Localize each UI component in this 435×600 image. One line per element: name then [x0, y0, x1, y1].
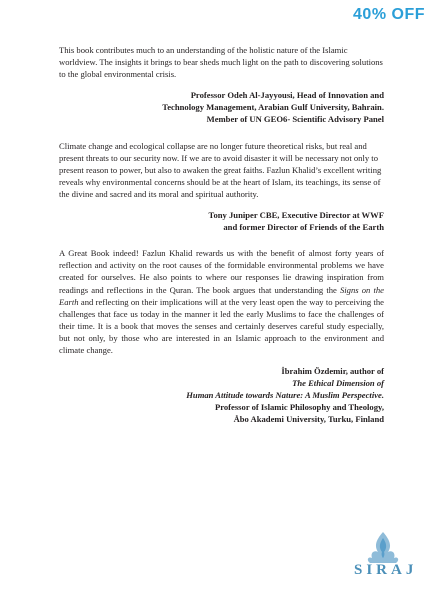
attribution-line: Member of UN GEO6- Scientific Advisory Panel	[206, 114, 384, 125]
attribution-line: Professor of Islamic Philosophy and Theology,	[214, 402, 384, 413]
book-phrase-italic: Signs on the Earth	[59, 284, 384, 307]
endorsement-attribution-3	[59, 365, 384, 425]
attribution-line: Technology Management, Arabian Gulf University, Bahrain.	[162, 102, 384, 113]
endorsement-attribution-2	[59, 209, 384, 233]
attribution-line	[59, 389, 384, 401]
book-title-italic: The Ethical Dimension of	[292, 378, 384, 389]
attribution-line: and former Director of Friends of the Earth	[223, 222, 384, 233]
attribution-line: Tony Juniper CBE, Executive Director at WWF	[208, 210, 384, 221]
publisher-logo-text: SIRAJ	[354, 562, 418, 578]
discount-badge: 40% OFF	[353, 6, 425, 23]
attribution-line: Professor Odeh Al-Jayyousi, Head of Innovation and	[190, 90, 384, 101]
attribution-line: Åbo Akademi University, Turku, Finland	[233, 414, 384, 425]
author-name: İbrahim Özdemir, author of	[281, 366, 384, 377]
endorsement-text-3	[59, 247, 384, 356]
book-title-italic: Human Attitude towards Nature: A Muslim Perspective.	[186, 390, 384, 401]
endorsement-text-3-part1: A Great Book indeed! Fazlun Khalid rewards us with the benefit of almost forty years of reflection and activity on the root causes of the formidable environmental problems we have created for ourselves. He also points to where our responses lie drawing inspiration from readings and reflections in the Quran. The book argues that understanding the	[59, 248, 384, 295]
endorsement-text-3-part2: and reflecting on their implications will at the very least open the way to perceiving the challenges that face us today in the manner it led the early Muslims to face the challenges of their time. It is a book that moves the senses and certainly deserves careful study especially, but not only, by those who are interested in an Islamic approach to the environment and climate change.	[59, 296, 384, 355]
endorsements-page	[59, 44, 384, 426]
attribution-line	[59, 365, 384, 389]
endorsement-text-2: Climate change and ecological collapse are no longer future theoretical risks, but real and present threats to our security now. If we are to avoid disaster it will be necessary not only to present reason to power, but also to awaken the great faiths. Fazlun Khalid’s excellent writing reveals why environmental concerns should be at the heart of Islam, its teachings, its sense of the divine and sacred and its moral and spiritual authority.	[59, 140, 382, 199]
siraj-logo-icon	[348, 530, 418, 590]
endorsement-attribution-1	[59, 89, 384, 125]
endorsement-text-1: This book contributes much to an understanding of the holistic nature of the Islamic worldview. The insights it brings to bear sheds much light on the path to discovering solutions to the global environmental crisis.	[59, 45, 383, 80]
